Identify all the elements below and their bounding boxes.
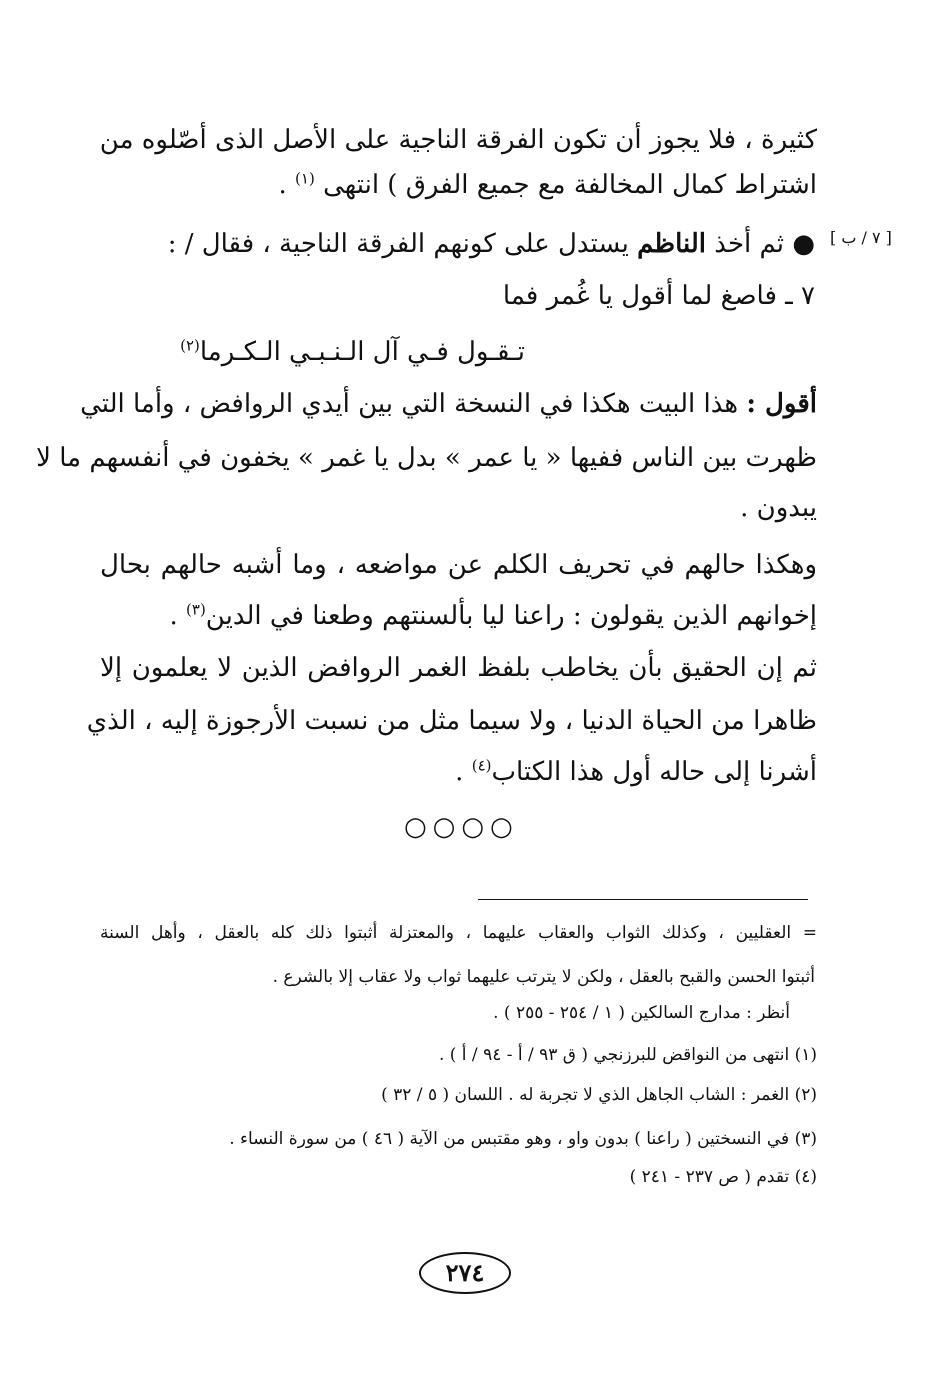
- footnote-continuation-line-2: أثبتوا الحسن والقبح بالعقل ، ولكن لا يترتب عليهما ثواب ولا عقاب إلا بالشرع .: [272, 967, 815, 987]
- body-line-2: اشتراط كمال المخالفة مع جميع الفرق ) انتهى $^{(١)}$ .: [278, 169, 817, 200]
- body-line-8: يبدون .: [740, 493, 817, 523]
- body-line-12: ظاهرا من الحياة الدنيا ، ولا سيما مثل من نسبت الأرجوزة إليه ، الذي: [86, 706, 817, 736]
- section-separator: ○○○○: [404, 812, 519, 842]
- body-line-1: كثيرة ، فلا يجوز أن تكون الفرقة الناجية على الأصل الذى أصّلوه من: [99, 125, 817, 155]
- footnote-ref-1: (١): [295, 169, 315, 188]
- body-line-11: ثم إن الحقيق بأن يخاطب بلفظ الغمر الروافض الذين لا يعلمون إلا: [100, 653, 817, 683]
- footnote-ref-2: (٢): [180, 336, 200, 355]
- footnote-ref-3: (٣): [186, 600, 206, 619]
- body-line-9: وهكذا حالهم في تحريف الكلم عن مواضعه ، وما أشبه حالهم بحال: [100, 550, 817, 580]
- verse-line-1: ٧ ـ فاصغ لما أقول يا غُمر فما: [502, 281, 815, 311]
- bullet-icon: ●: [792, 229, 815, 259]
- footnote-ref-4: (٤): [471, 756, 492, 775]
- verse-line-2: تـقـول فـي آل الـنـبـي الـكـرما$^{(٢)}$: [180, 336, 525, 367]
- footnote-continuation-line-1: = العقليين ، وكذلك الثواب والعقاب عليهما ، والمعتزلة أثبتوا ذلك كله بالعقل ، وأهل السنة: [100, 923, 817, 943]
- footnote-2: (٢) الغمر : الشاب الجاهل الذي لا تجربة له . اللسان ( ٥ / ٣٢ ): [381, 1085, 817, 1105]
- body-line-10: إخوانهم الذين يقولون : راعنا ليا بألسنتهم وطعنا في الدين$^{(٣)}$ .: [169, 600, 817, 631]
- footnote-continuation-line-3: أنظر : مدارج السالكين ( ١ / ٢٥٤ - ٢٥٥ ) .: [493, 1003, 790, 1023]
- page-number: ٢٧٤: [419, 1252, 511, 1294]
- body-line-3: ● ثم أخذ الناظم يستدل على كونهم الفرقة الناجية ، فقال / :: [167, 229, 815, 259]
- footnote-4: (٤) تقدم ( ص ٢٣٧ - ٢٤١ ): [629, 1167, 817, 1187]
- body-line-13: أشرنا إلى حاله أول هذا الكتاب$^{(٤)}$ .: [455, 756, 817, 787]
- footnote-3: (٣) في النسختين ( راعنا ) بدون واو ، وهو مقتبس من الآية ( ٤٦ ) من سورة النساء .: [229, 1129, 817, 1149]
- body-line-7: ظهرت بين الناس ففيها « يا عمر » بدل يا غمر » يخفون في أنفسهم ما لا: [36, 443, 817, 473]
- footnote-1: (١) انتهى من النواقض للبرزنجي ( ق ٩٣ / أ - ٩٤ / أ ) .: [438, 1045, 817, 1065]
- margin-folio-reference: [ ٧ / ب ]: [830, 228, 892, 247]
- body-line-6: أقول : هذا البيت هكذا في النسخة التي بين أيدي الروافض ، وأما التي: [80, 389, 817, 419]
- footnote-divider: [478, 899, 808, 900]
